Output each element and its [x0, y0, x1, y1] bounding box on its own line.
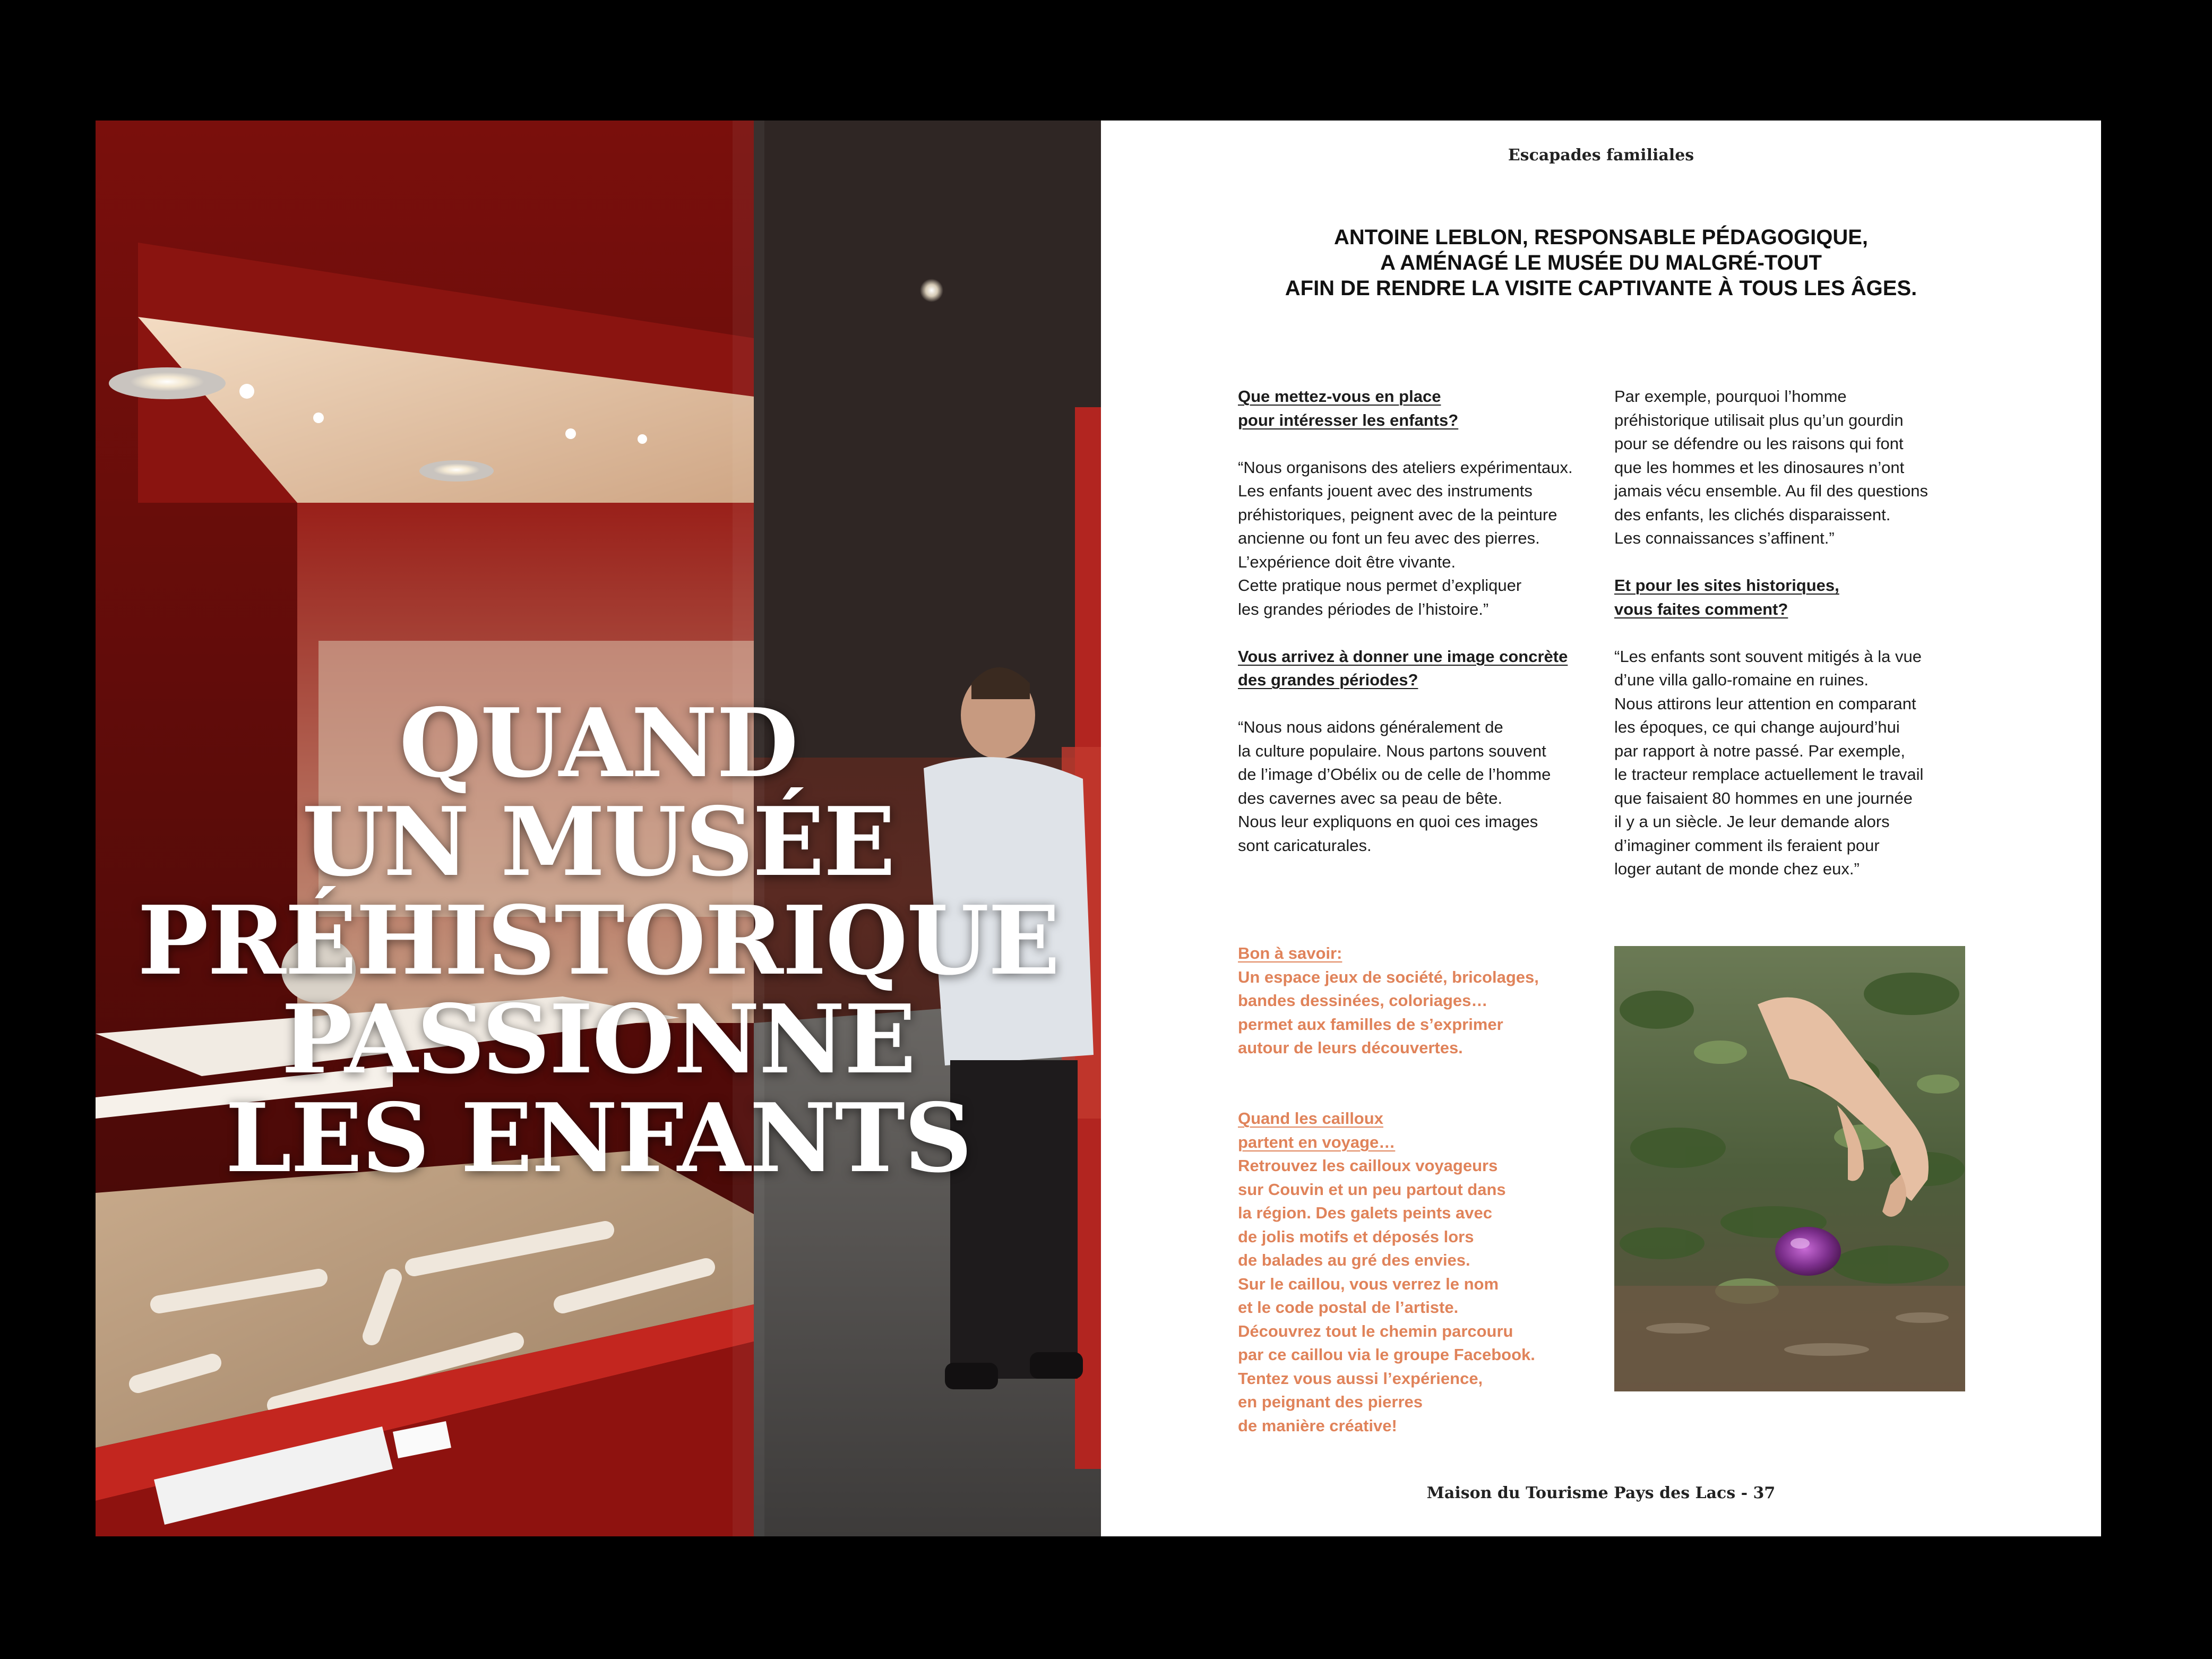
tip-line: Sur le caillou, vous verrez le nom [1238, 1274, 1499, 1293]
answer-line: “Les enfants sont souvent mitigés à la vue [1614, 647, 1922, 666]
answer-line: d’imaginer comment ils feraient pour [1614, 836, 1880, 855]
tip-line: permet aux familles de s’exprimer [1238, 1015, 1503, 1034]
tip-good-to-know [1238, 942, 1578, 1060]
tip-heading: Quand les cailloux [1238, 1109, 1383, 1128]
answer-line: préhistoriques, peignent avec de la peinture [1238, 505, 1557, 524]
title-line: UN MUSÉE [302, 786, 895, 897]
pebble-photo-image [1614, 946, 1965, 1391]
answer-line: des enfants, les clichés disparaissent. [1614, 505, 1891, 524]
tip-line: de manière créative! [1238, 1416, 1397, 1435]
answer-line: Les connaissances s’affinent.” [1614, 529, 1835, 547]
question-line: pour intéresser les enfants? [1238, 410, 1459, 429]
answer-line: par rapport à notre passé. Par exemple, [1614, 741, 1905, 760]
title-line: LES ENFANTS [225, 1082, 971, 1193]
tip-line: Retrouvez les cailloux voyageurs [1238, 1156, 1498, 1175]
interview-column-left [1238, 385, 1599, 857]
tip-line: la région. Des galets peints avec [1238, 1204, 1492, 1222]
answer-line: jamais vécu ensemble. Au fil des questions [1614, 482, 1929, 500]
answer-line: que les hommes et les dinosaures n’ont [1614, 458, 1905, 477]
question-line: des grandes périodes? [1238, 671, 1418, 689]
tip-line: de balades au gré des envies. [1238, 1251, 1470, 1269]
answer-line: L’expérience doit être vivante. [1238, 552, 1456, 571]
answer-line: le tracteur remplace actuellement le travail [1614, 765, 1924, 784]
answer-line: “Nous organisons des ateliers expérimentaux. [1238, 458, 1573, 477]
intro-lead [1207, 225, 1995, 301]
interview-column-right [1614, 385, 1975, 881]
page-footer: Maison du Tourisme Pays des Lacs - 37 [1426, 1484, 1776, 1502]
right-page [1101, 121, 2101, 1536]
answer-line: des cavernes avec sa peau de bête. [1238, 788, 1503, 807]
answer-line: loger autant de monde chez eux.” [1614, 859, 1860, 878]
tip-heading: Bon à savoir: [1238, 944, 1342, 962]
tip-line: bandes dessinées, coloriages… [1238, 991, 1488, 1010]
tip-line: sur Couvin et un peu partout dans [1238, 1180, 1506, 1199]
feature-title [96, 687, 1101, 1193]
answer-line: les grandes périodes de l’histoire.” [1238, 599, 1489, 618]
tip-heading: partent en voyage… [1238, 1132, 1396, 1151]
answer-line: pour se défendre ou les raisons qui font [1614, 434, 1904, 453]
answer-line: la culture populaire. Nous partons souvent [1238, 741, 1546, 760]
answer-line: les époques, ce qui change aujourd’hui [1614, 718, 1900, 736]
answer-line: Cette pratique nous permet d’expliquer [1238, 576, 1522, 595]
painted-pebble-photo [1614, 946, 1965, 1391]
answer-line: il y a un siècle. Je leur demande alors [1614, 812, 1890, 831]
question-line: Et pour les sites historiques, [1614, 576, 1839, 595]
tip-line: Un espace jeux de société, bricolages, [1238, 967, 1539, 986]
answer-line: de l’image d’Obélix ou de celle de l’homme [1238, 765, 1551, 784]
title-line: PASSIONNE [281, 984, 915, 1095]
tip-line: de jolis motifs et déposés lors [1238, 1227, 1474, 1246]
question-line: Vous arrivez à donner une image concrète [1238, 647, 1568, 666]
title-line: PRÉHISTORIQUE [137, 885, 1060, 996]
question-line: Que mettez-vous en place [1238, 387, 1441, 406]
tip-line: par ce caillou via le groupe Facebook. [1238, 1345, 1535, 1364]
answer-line: “Nous nous aidons généralement de [1238, 718, 1503, 736]
answer-line: Les enfants jouent avec des instruments [1238, 482, 1533, 500]
running-head: Escapades familiales [1508, 146, 1694, 165]
answer-line: Nous attirons leur attention en comparant [1614, 694, 1916, 713]
answer-line: sont caricaturales. [1238, 836, 1372, 855]
tip-line: en peignant des pierres [1238, 1392, 1423, 1411]
tip-line: Tentez vous aussi l’expérience, [1238, 1369, 1483, 1388]
tip-line: autour de leurs découvertes. [1238, 1038, 1463, 1057]
answer-line: ancienne ou font un feu avec des pierres. [1238, 529, 1540, 547]
tip-line: Découvrez tout le chemin parcouru [1238, 1321, 1513, 1340]
intro-line: A AMÉNAGÉ LE MUSÉE DU MALGRÉ-TOUT [1380, 251, 1822, 274]
title-line: QUAND [399, 687, 797, 798]
answer-line: d’une villa gallo-romaine en ruines. [1614, 671, 1869, 689]
answer-line: que faisaient 80 hommes en une journée [1614, 788, 1913, 807]
left-page [96, 121, 1101, 1536]
intro-line: ANTOINE LEBLON, RESPONSABLE PÉDAGOGIQUE, [1333, 226, 1869, 249]
answer-line: Nous leur expliquons en quoi ces images [1238, 812, 1538, 831]
question-line: vous faites comment? [1614, 599, 1788, 618]
answer-line: préhistorique utilisait plus qu’un gourdin [1614, 410, 1904, 429]
tip-travelling-pebbles [1238, 1107, 1578, 1438]
intro-line: AFIN DE RENDRE LA VISITE CAPTIVANTE À TOUS LES ÂGES. [1285, 277, 1917, 300]
tip-line: et le code postal de l’artiste. [1238, 1298, 1459, 1317]
answer-line: Par exemple, pourquoi l’homme [1614, 387, 1847, 406]
